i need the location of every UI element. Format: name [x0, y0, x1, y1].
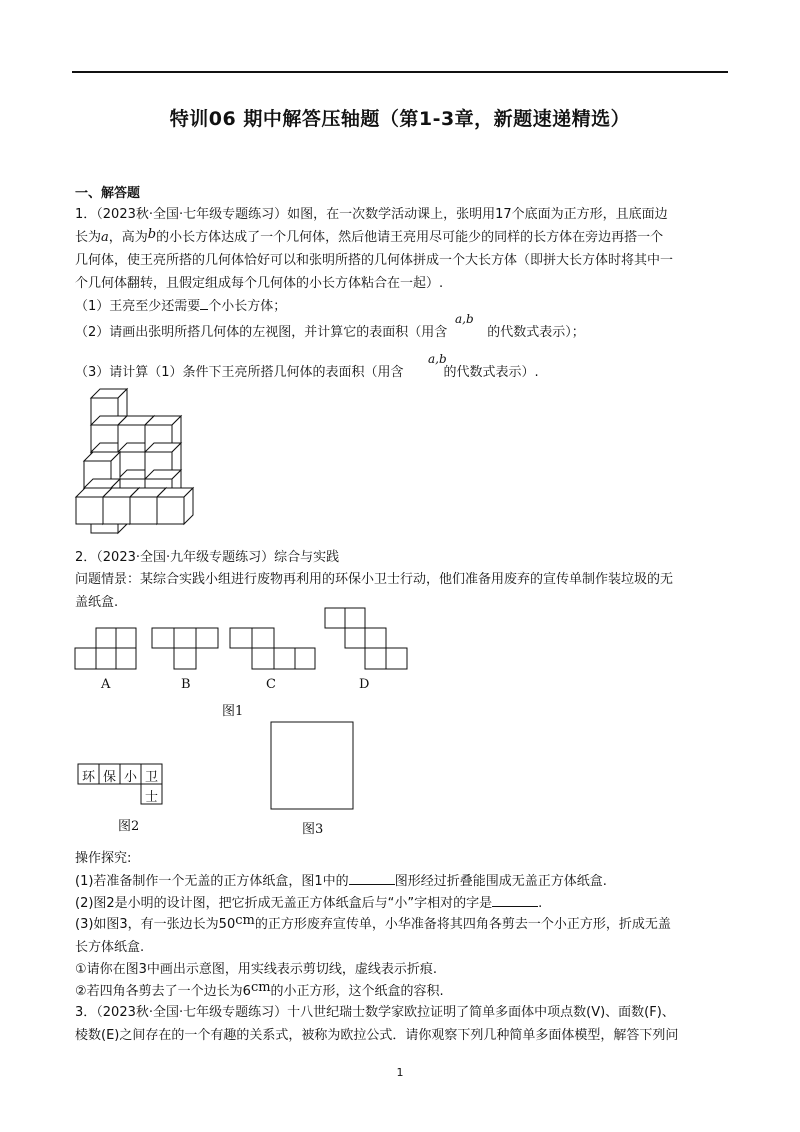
q2-part-3-cont: 长方体纸盒. — [75, 940, 145, 955]
q1-line-4: 个几何体翻转，且假定组成每个几何体的小长方体粘合在一起）. — [75, 276, 444, 291]
q3-line-2: 棱数(E)之间存在的一个有趣的关系式，被称为欧拉公式．请你观察下列几种简单多面体模型，解答下列问 — [75, 1028, 679, 1043]
fig2-cell-2: 保 — [102, 770, 116, 785]
q2-line-2: 问题情景：某综合实践小组进行废物再利用的环保小卫士行动，他们准备用废弃的宣传单制作装垃圾的无 — [75, 572, 674, 587]
section-heading: 一、解答题 — [75, 186, 141, 201]
figure-1-caption: 图1 — [222, 704, 244, 719]
q2-line-3: 盖纸盒. — [75, 595, 119, 610]
explore-heading: 操作探究: — [75, 851, 132, 866]
q1-line-1: 1．（2023秋·全国·七年级专题练习）如图，在一次数学活动课上，张明用17个底面为正方形，且底面边 — [75, 207, 668, 222]
q1-line-3: 几何体，使王亮所搭的几何体恰好可以和张明所搭的几何体拼成一个大长方体（即拼大长方体时将其中一 — [75, 253, 674, 268]
net-label-d: D — [359, 677, 370, 692]
net-label-c: C — [266, 677, 276, 692]
net-label-a: A — [101, 677, 111, 692]
page-number: 1 — [396, 1066, 404, 1079]
q2-part-1: (1)若准备制作一个无盖的正方体纸盒，图1中的 图形经过折叠能围成无盖正方体纸盒. — [75, 874, 607, 889]
q3-line-1: 3．（2023秋·全国·七年级专题练习）十八世纪瑞士数学家欧拉证明了简单多面体中项点数(V)、面数(F)、 — [75, 1005, 675, 1020]
q1-subquestion-3: （3）请计算（1）条件下王亮所搭几何体的表面积（用含 的代数式表示）. — [75, 365, 539, 380]
fig2-cell-5: 士 — [144, 790, 158, 805]
net-label-b: B — [181, 677, 191, 692]
q1-sub2-variables: a,b — [455, 312, 474, 326]
q1-subquestion-2: （2）请画出张明所搭几何体的左视图，并计算它的表面积（用含 的代数式表示）； — [75, 325, 585, 340]
q1-line-2: 长为a，高为b的小长方体达成了一个几何体，然后他请王亮用尽可能少的同样的长方体在旁边再搭一个 — [75, 227, 664, 245]
figure-3-caption: 图3 — [302, 822, 324, 837]
fig2-cell-1: 环 — [81, 770, 95, 785]
fig2-cell-3: 小 — [123, 770, 137, 785]
q2-line-1: 2．（2023·全国·九年级专题练习）综合与实践 — [75, 550, 340, 565]
page-title: 特训06 期中解答压轴题（第1-3章，新题速递精选） — [169, 108, 631, 130]
q1-sub3-variables: a,b — [428, 352, 447, 366]
fig2-cell-4: 卫 — [144, 770, 158, 785]
q2-part-3: (3)如图3，有一张边长为50cm的正方形废弃宣传单，小华准备将其四角各剪去一个小正方形，折成无盖 — [75, 913, 671, 932]
figure-2-caption: 图2 — [118, 819, 140, 834]
q2-part-2: (2)图2是小明的设计图，把它折成无盖正方体纸盒后与“小”字相对的字是 . — [75, 896, 543, 911]
q1-subquestion-1: （1）王亮至少还需要 个小长方体； — [75, 299, 287, 314]
q2-step-2: ②若四角各剪去了一个边长为6cm的小正方形，这个纸盒的容积. — [75, 980, 444, 999]
q2-step-1: ①请你在图3中画出示意图，用实线表示剪切线，虚线表示折痕. — [75, 962, 438, 977]
